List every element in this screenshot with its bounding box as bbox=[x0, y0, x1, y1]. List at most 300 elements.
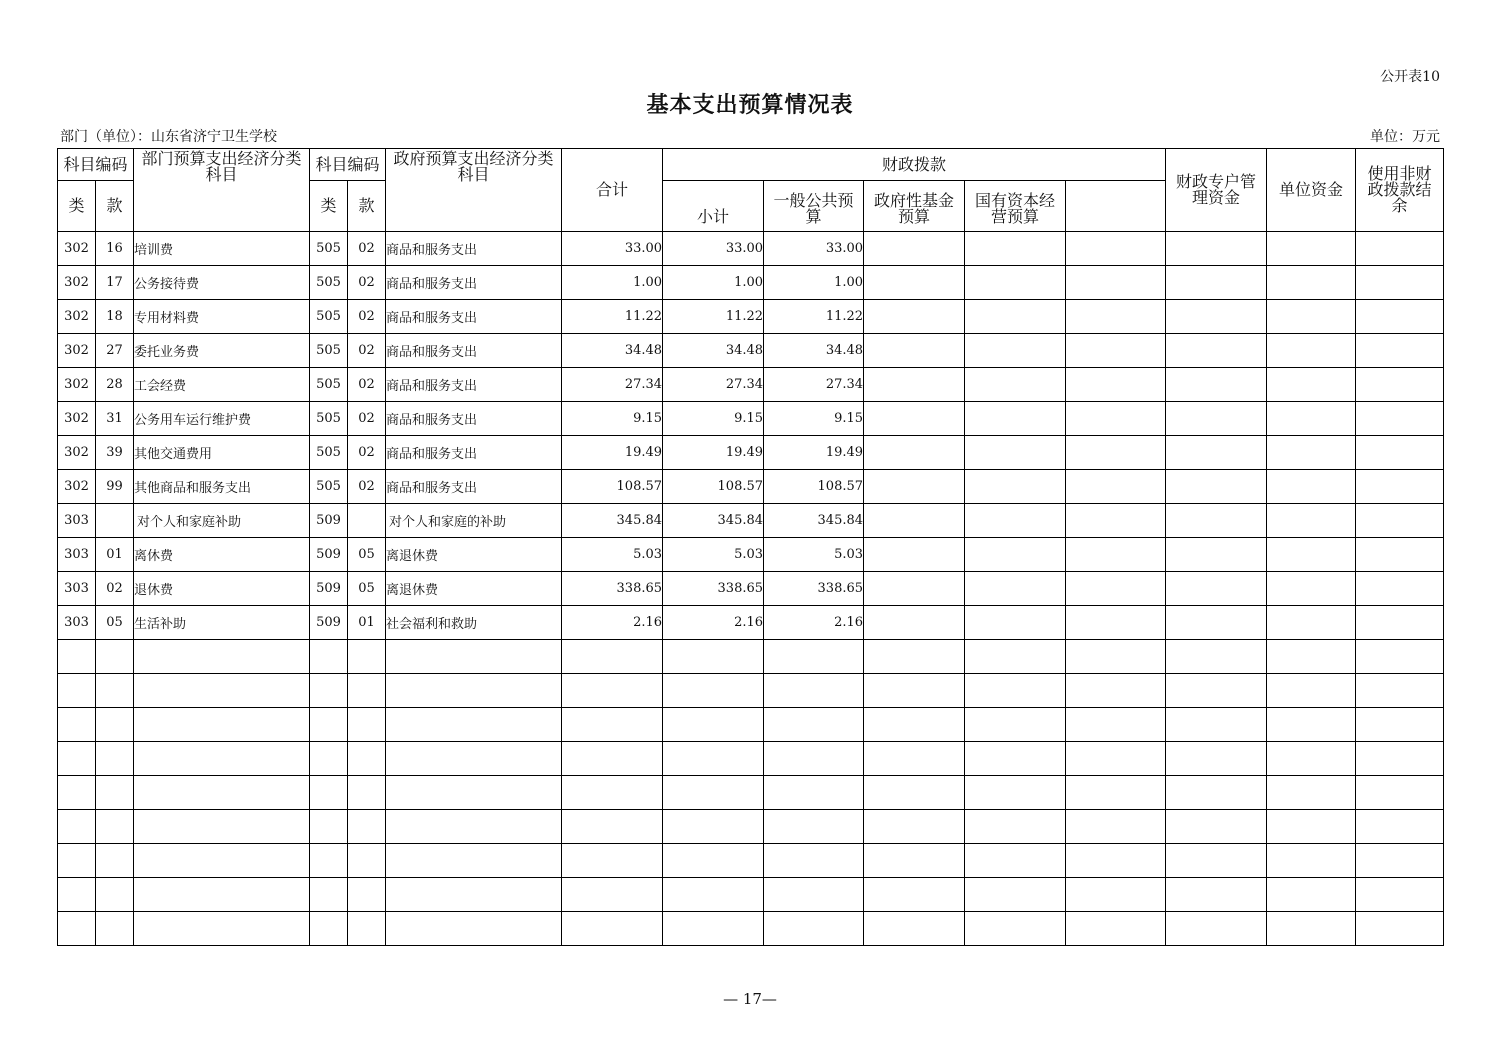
empty-cell bbox=[1267, 708, 1356, 742]
total-cell: 1.00 bbox=[562, 266, 663, 300]
carryover-cell bbox=[1356, 572, 1444, 606]
subtotal-cell: 34.48 bbox=[663, 334, 764, 368]
empty-cell bbox=[1166, 742, 1267, 776]
dept-item-cell: 02 bbox=[96, 572, 134, 606]
carryover-cell bbox=[1356, 368, 1444, 402]
empty-cell bbox=[1166, 844, 1267, 878]
empty-cell bbox=[663, 878, 764, 912]
gov-item-cell: 02 bbox=[348, 368, 386, 402]
empty-cell bbox=[1267, 742, 1356, 776]
nonfiscal-cell bbox=[1267, 606, 1356, 640]
empty-cell bbox=[764, 742, 864, 776]
empty-row bbox=[58, 810, 1444, 844]
empty-cell bbox=[134, 776, 310, 810]
state-capital-cell bbox=[965, 436, 1066, 470]
state-capital-cell bbox=[965, 266, 1066, 300]
total-cell: 108.57 bbox=[562, 470, 663, 504]
table-row bbox=[58, 334, 1444, 368]
empty-cell bbox=[310, 674, 348, 708]
empty-cell bbox=[96, 708, 134, 742]
empty-cell bbox=[1166, 674, 1267, 708]
unit-funds-cell bbox=[1166, 606, 1267, 640]
gov-subject-cell: 离退休费 bbox=[386, 538, 562, 572]
dept-item-cell bbox=[96, 504, 134, 538]
empty-cell bbox=[663, 844, 764, 878]
gov-class-cell: 505 bbox=[310, 300, 348, 334]
empty-cell bbox=[58, 674, 96, 708]
empty-cell bbox=[134, 708, 310, 742]
table-row bbox=[58, 266, 1444, 300]
empty-cell bbox=[134, 810, 310, 844]
dept-class-cell: 303 bbox=[58, 504, 96, 538]
general-budget-cell: 2.16 bbox=[764, 606, 864, 640]
empty-cell bbox=[864, 742, 965, 776]
empty-cell bbox=[310, 640, 348, 674]
empty-cell bbox=[58, 844, 96, 878]
empty-cell bbox=[96, 810, 134, 844]
special-account-cell bbox=[1066, 470, 1166, 504]
table-row bbox=[58, 538, 1444, 572]
nonfiscal-cell bbox=[1267, 334, 1356, 368]
empty-cell bbox=[562, 844, 663, 878]
subtotal-cell: 33.00 bbox=[663, 232, 764, 266]
special-account-cell bbox=[1066, 232, 1166, 266]
empty-cell bbox=[386, 708, 562, 742]
gov-class-cell: 509 bbox=[310, 606, 348, 640]
dept-subject-cell: 公务用车运行维护费 bbox=[134, 402, 310, 436]
empty-cell bbox=[965, 776, 1066, 810]
dept-class-cell: 302 bbox=[58, 368, 96, 402]
nonfiscal-cell bbox=[1267, 232, 1356, 266]
unit-funds-cell bbox=[1166, 368, 1267, 402]
gov-subject-cell: 商品和服务支出 bbox=[386, 470, 562, 504]
form-number: 公开表10 bbox=[1380, 69, 1440, 85]
gov-fund-cell bbox=[864, 334, 965, 368]
empty-cell bbox=[134, 844, 310, 878]
nonfiscal-cell bbox=[1267, 504, 1356, 538]
unit-funds-cell bbox=[1166, 300, 1267, 334]
general-budget-cell: 33.00 bbox=[764, 232, 864, 266]
empty-cell bbox=[58, 776, 96, 810]
empty-cell bbox=[562, 640, 663, 674]
empty-cell bbox=[1356, 810, 1444, 844]
dept-code-header: 科目编码 bbox=[58, 149, 134, 181]
gov-item-cell: 05 bbox=[348, 572, 386, 606]
empty-cell bbox=[1356, 742, 1444, 776]
empty-cell bbox=[965, 640, 1066, 674]
empty-cell bbox=[96, 640, 134, 674]
empty-cell bbox=[1066, 640, 1166, 674]
empty-cell bbox=[96, 742, 134, 776]
subtotal-cell: 27.34 bbox=[663, 368, 764, 402]
general-budget-cell: 19.49 bbox=[764, 436, 864, 470]
dept-class-cell: 302 bbox=[58, 402, 96, 436]
empty-cell bbox=[562, 912, 663, 946]
gov-fund-cell bbox=[864, 300, 965, 334]
state-capital-cell bbox=[965, 402, 1066, 436]
dept-class-cell: 303 bbox=[58, 606, 96, 640]
budget-table bbox=[57, 148, 1444, 946]
gov-subject-header: 政府预算支出经济分类科目 bbox=[386, 149, 562, 232]
empty-cell bbox=[386, 878, 562, 912]
gov-item-cell: 01 bbox=[348, 606, 386, 640]
total-cell: 33.00 bbox=[562, 232, 663, 266]
carryover-cell bbox=[1356, 470, 1444, 504]
gov-fund-cell bbox=[864, 436, 965, 470]
empty-cell bbox=[1267, 810, 1356, 844]
dept-item-cell: 39 bbox=[96, 436, 134, 470]
gov-class-cell: 505 bbox=[310, 334, 348, 368]
empty-cell bbox=[965, 844, 1066, 878]
unit-funds-cell bbox=[1166, 266, 1267, 300]
empty-cell bbox=[134, 878, 310, 912]
gov-fund-cell bbox=[864, 606, 965, 640]
empty-cell bbox=[310, 878, 348, 912]
carryover-cell bbox=[1356, 402, 1444, 436]
empty-cell bbox=[58, 640, 96, 674]
dept-class-cell: 303 bbox=[58, 538, 96, 572]
gov-item-cell: 02 bbox=[348, 300, 386, 334]
subtotal-cell: 345.84 bbox=[663, 504, 764, 538]
empty-cell bbox=[1356, 844, 1444, 878]
unit-funds-cell bbox=[1166, 334, 1267, 368]
gov-class-cell: 505 bbox=[310, 436, 348, 470]
empty-cell bbox=[864, 844, 965, 878]
empty-cell bbox=[1066, 708, 1166, 742]
table-row bbox=[58, 436, 1444, 470]
general-budget-cell: 27.34 bbox=[764, 368, 864, 402]
empty-cell bbox=[1066, 776, 1166, 810]
subtotal-cell: 2.16 bbox=[663, 606, 764, 640]
empty-cell bbox=[1066, 810, 1166, 844]
nonfiscal-cell bbox=[1267, 470, 1356, 504]
gov-subject-cell: 社会福利和救助 bbox=[386, 606, 562, 640]
gov-item-cell: 02 bbox=[348, 334, 386, 368]
subtotal-cell: 1.00 bbox=[663, 266, 764, 300]
empty-cell bbox=[348, 776, 386, 810]
special-account-cell bbox=[1066, 538, 1166, 572]
gov-class-cell: 505 bbox=[310, 266, 348, 300]
empty-cell bbox=[1166, 708, 1267, 742]
total-cell: 9.15 bbox=[562, 402, 663, 436]
table-body bbox=[58, 232, 1444, 946]
gov-subject-cell: 商品和服务支出 bbox=[386, 232, 562, 266]
empty-cell bbox=[965, 708, 1066, 742]
empty-cell bbox=[348, 878, 386, 912]
empty-cell bbox=[386, 810, 562, 844]
gov-code-header: 科目编码 bbox=[310, 149, 386, 181]
gov-fund-header: 政府性基金预算 bbox=[864, 181, 965, 232]
gov-item-cell bbox=[348, 504, 386, 538]
empty-cell bbox=[1066, 674, 1166, 708]
general-budget-cell: 5.03 bbox=[764, 538, 864, 572]
state-capital-cell bbox=[965, 572, 1066, 606]
empty-cell bbox=[1356, 878, 1444, 912]
unit-funds-cell bbox=[1166, 232, 1267, 266]
dept-subject-cell: 生活补助 bbox=[134, 606, 310, 640]
dept-subject-cell: 离休费 bbox=[134, 538, 310, 572]
dept-subject-cell: 公务接待费 bbox=[134, 266, 310, 300]
dept-class-cell: 302 bbox=[58, 334, 96, 368]
empty-row bbox=[58, 640, 1444, 674]
gov-fund-cell bbox=[864, 266, 965, 300]
gov-fund-cell bbox=[864, 470, 965, 504]
nonfiscal-cell bbox=[1267, 572, 1356, 606]
empty-cell bbox=[764, 878, 864, 912]
general-budget-cell: 108.57 bbox=[764, 470, 864, 504]
empty-cell bbox=[1166, 912, 1267, 946]
empty-cell bbox=[562, 810, 663, 844]
empty-cell bbox=[310, 742, 348, 776]
empty-cell bbox=[96, 912, 134, 946]
gov-subject-cell: 商品和服务支出 bbox=[386, 402, 562, 436]
empty-cell bbox=[663, 674, 764, 708]
empty-cell bbox=[1267, 878, 1356, 912]
empty-cell bbox=[1267, 674, 1356, 708]
empty-cell bbox=[663, 776, 764, 810]
general-budget-cell: 338.65 bbox=[764, 572, 864, 606]
gov-subject-cell: 离退休费 bbox=[386, 572, 562, 606]
empty-cell bbox=[1356, 708, 1444, 742]
empty-cell bbox=[386, 912, 562, 946]
empty-cell bbox=[1166, 776, 1267, 810]
empty-cell bbox=[764, 844, 864, 878]
dept-item-cell: 28 bbox=[96, 368, 134, 402]
empty-cell bbox=[386, 776, 562, 810]
special-account-cell bbox=[1066, 334, 1166, 368]
empty-cell bbox=[965, 674, 1066, 708]
general-budget-cell: 9.15 bbox=[764, 402, 864, 436]
gov-class-header: 类 bbox=[310, 181, 348, 232]
table-row bbox=[58, 470, 1444, 504]
nonfiscal-header: 使用非财政拨款结余 bbox=[1356, 149, 1444, 232]
dept-class-cell: 302 bbox=[58, 436, 96, 470]
fiscal-header: 财政拨款 bbox=[663, 149, 1166, 181]
dept-subject-cell: 其他商品和服务支出 bbox=[134, 470, 310, 504]
empty-cell bbox=[386, 844, 562, 878]
department-label: 部门（单位）：山东省济宁卫生学校 bbox=[60, 129, 277, 145]
empty-cell bbox=[58, 912, 96, 946]
empty-cell bbox=[864, 810, 965, 844]
empty-cell bbox=[1066, 912, 1166, 946]
state-capital-header: 国有资本经营预算 bbox=[965, 181, 1066, 232]
dept-item-cell: 01 bbox=[96, 538, 134, 572]
special-account-header: 财政专户管理资金 bbox=[1166, 149, 1267, 232]
general-budget-cell: 1.00 bbox=[764, 266, 864, 300]
carryover-cell bbox=[1356, 606, 1444, 640]
empty-cell bbox=[864, 708, 965, 742]
empty-row bbox=[58, 878, 1444, 912]
subtotal-cell: 108.57 bbox=[663, 470, 764, 504]
gov-item-cell: 05 bbox=[348, 538, 386, 572]
empty-cell bbox=[1267, 776, 1356, 810]
general-budget-cell: 34.48 bbox=[764, 334, 864, 368]
empty-row bbox=[58, 912, 1444, 946]
special-account-cell bbox=[1066, 300, 1166, 334]
special-account-cell bbox=[1066, 436, 1166, 470]
table-row bbox=[58, 300, 1444, 334]
dept-item-cell: 31 bbox=[96, 402, 134, 436]
gov-fund-cell bbox=[864, 368, 965, 402]
dept-item-cell: 16 bbox=[96, 232, 134, 266]
dept-item-cell: 18 bbox=[96, 300, 134, 334]
nonfiscal-cell bbox=[1267, 436, 1356, 470]
table-row bbox=[58, 402, 1444, 436]
special-account-cell bbox=[1066, 572, 1166, 606]
gov-item-cell: 02 bbox=[348, 266, 386, 300]
empty-cell bbox=[348, 708, 386, 742]
nonfiscal-cell bbox=[1267, 300, 1356, 334]
table-row bbox=[58, 606, 1444, 640]
dept-class-header: 类 bbox=[58, 181, 96, 232]
state-capital-cell bbox=[965, 232, 1066, 266]
total-cell: 2.16 bbox=[562, 606, 663, 640]
dept-subject-cell: 委托业务费 bbox=[134, 334, 310, 368]
empty-cell bbox=[96, 878, 134, 912]
empty-cell bbox=[864, 674, 965, 708]
empty-cell bbox=[348, 810, 386, 844]
subtotal-cell: 11.22 bbox=[663, 300, 764, 334]
special-account-cell bbox=[1066, 266, 1166, 300]
empty-cell bbox=[562, 742, 663, 776]
empty-cell bbox=[965, 912, 1066, 946]
empty-cell bbox=[348, 640, 386, 674]
dept-item-header: 款 bbox=[96, 181, 134, 232]
empty-cell bbox=[1267, 844, 1356, 878]
empty-cell bbox=[96, 844, 134, 878]
state-capital-cell bbox=[965, 300, 1066, 334]
state-capital-cell bbox=[965, 606, 1066, 640]
empty-cell bbox=[1166, 640, 1267, 674]
dept-subject-cell: 工会经费 bbox=[134, 368, 310, 402]
gov-item-cell: 02 bbox=[348, 402, 386, 436]
carryover-cell bbox=[1356, 300, 1444, 334]
dept-item-cell: 99 bbox=[96, 470, 134, 504]
nonfiscal-cell bbox=[1267, 538, 1356, 572]
empty-cell bbox=[764, 708, 864, 742]
empty-cell bbox=[96, 776, 134, 810]
gov-class-cell: 505 bbox=[310, 368, 348, 402]
empty-cell bbox=[864, 776, 965, 810]
empty-cell bbox=[310, 844, 348, 878]
dept-subject-cell: 退休费 bbox=[134, 572, 310, 606]
gov-subject-cell: 商品和服务支出 bbox=[386, 334, 562, 368]
empty-cell bbox=[1066, 844, 1166, 878]
gov-fund-cell bbox=[864, 504, 965, 538]
gov-class-cell: 509 bbox=[310, 538, 348, 572]
table-row bbox=[58, 504, 1444, 538]
dept-class-cell: 303 bbox=[58, 572, 96, 606]
dept-subject-cell: 对个人和家庭补助 bbox=[134, 504, 310, 538]
empty-cell bbox=[348, 674, 386, 708]
state-capital-cell bbox=[965, 504, 1066, 538]
empty-cell bbox=[562, 878, 663, 912]
dept-subject-cell: 培训费 bbox=[134, 232, 310, 266]
table-row bbox=[58, 368, 1444, 402]
empty-cell bbox=[310, 810, 348, 844]
empty-cell bbox=[764, 640, 864, 674]
empty-cell bbox=[134, 742, 310, 776]
unit-funds-cell bbox=[1166, 402, 1267, 436]
empty-row bbox=[58, 776, 1444, 810]
empty-row bbox=[58, 844, 1444, 878]
empty-cell bbox=[310, 912, 348, 946]
dept-item-cell: 17 bbox=[96, 266, 134, 300]
empty-cell bbox=[1356, 674, 1444, 708]
empty-cell bbox=[1267, 640, 1356, 674]
table-row bbox=[58, 232, 1444, 266]
empty-cell bbox=[1356, 776, 1444, 810]
dept-subject-cell: 专用材料费 bbox=[134, 300, 310, 334]
empty-cell bbox=[562, 708, 663, 742]
special-account-cell bbox=[1066, 368, 1166, 402]
subtotal-cell: 19.49 bbox=[663, 436, 764, 470]
empty-cell bbox=[764, 674, 864, 708]
total-cell: 11.22 bbox=[562, 300, 663, 334]
empty-row bbox=[58, 708, 1444, 742]
gov-fund-cell bbox=[864, 402, 965, 436]
empty-cell bbox=[663, 708, 764, 742]
empty-cell bbox=[348, 844, 386, 878]
gov-fund-cell bbox=[864, 538, 965, 572]
gov-subject-cell: 商品和服务支出 bbox=[386, 266, 562, 300]
empty-cell bbox=[864, 912, 965, 946]
empty-cell bbox=[58, 742, 96, 776]
state-capital-cell bbox=[965, 368, 1066, 402]
special-account-cell bbox=[1066, 504, 1166, 538]
empty-cell bbox=[96, 674, 134, 708]
unit-funds-cell bbox=[1166, 572, 1267, 606]
unit-label: 单位：万元 bbox=[1370, 129, 1440, 145]
dept-class-cell: 302 bbox=[58, 300, 96, 334]
empty-cell bbox=[58, 708, 96, 742]
empty-cell bbox=[764, 776, 864, 810]
empty-cell bbox=[134, 640, 310, 674]
special-account-cell bbox=[1066, 402, 1166, 436]
empty-cell bbox=[562, 776, 663, 810]
general-budget-cell: 11.22 bbox=[764, 300, 864, 334]
empty-cell bbox=[965, 810, 1066, 844]
subtotal-cell: 9.15 bbox=[663, 402, 764, 436]
general-budget-header: 一般公共预算 bbox=[764, 181, 864, 232]
empty-cell bbox=[1356, 912, 1444, 946]
total-header: 合计 bbox=[562, 149, 663, 232]
empty-cell bbox=[864, 640, 965, 674]
subtotal-cell: 5.03 bbox=[663, 538, 764, 572]
total-cell: 27.34 bbox=[562, 368, 663, 402]
gov-fund-cell bbox=[864, 232, 965, 266]
empty-cell bbox=[1356, 640, 1444, 674]
dept-subject-cell: 其他交通费用 bbox=[134, 436, 310, 470]
state-capital-cell bbox=[965, 334, 1066, 368]
table-row bbox=[58, 572, 1444, 606]
dept-class-cell: 302 bbox=[58, 470, 96, 504]
gov-item-cell: 02 bbox=[348, 232, 386, 266]
state-capital-cell bbox=[965, 538, 1066, 572]
dept-item-cell: 27 bbox=[96, 334, 134, 368]
empty-cell bbox=[663, 742, 764, 776]
unit-funds-cell bbox=[1166, 470, 1267, 504]
dept-class-cell: 302 bbox=[58, 232, 96, 266]
unit-funds-header: 单位资金 bbox=[1267, 149, 1356, 232]
nonfiscal-cell bbox=[1267, 402, 1356, 436]
empty-cell bbox=[310, 708, 348, 742]
total-cell: 5.03 bbox=[562, 538, 663, 572]
empty-cell bbox=[1066, 878, 1166, 912]
subtotal-cell: 338.65 bbox=[663, 572, 764, 606]
empty-cell bbox=[348, 912, 386, 946]
empty-row bbox=[58, 742, 1444, 776]
